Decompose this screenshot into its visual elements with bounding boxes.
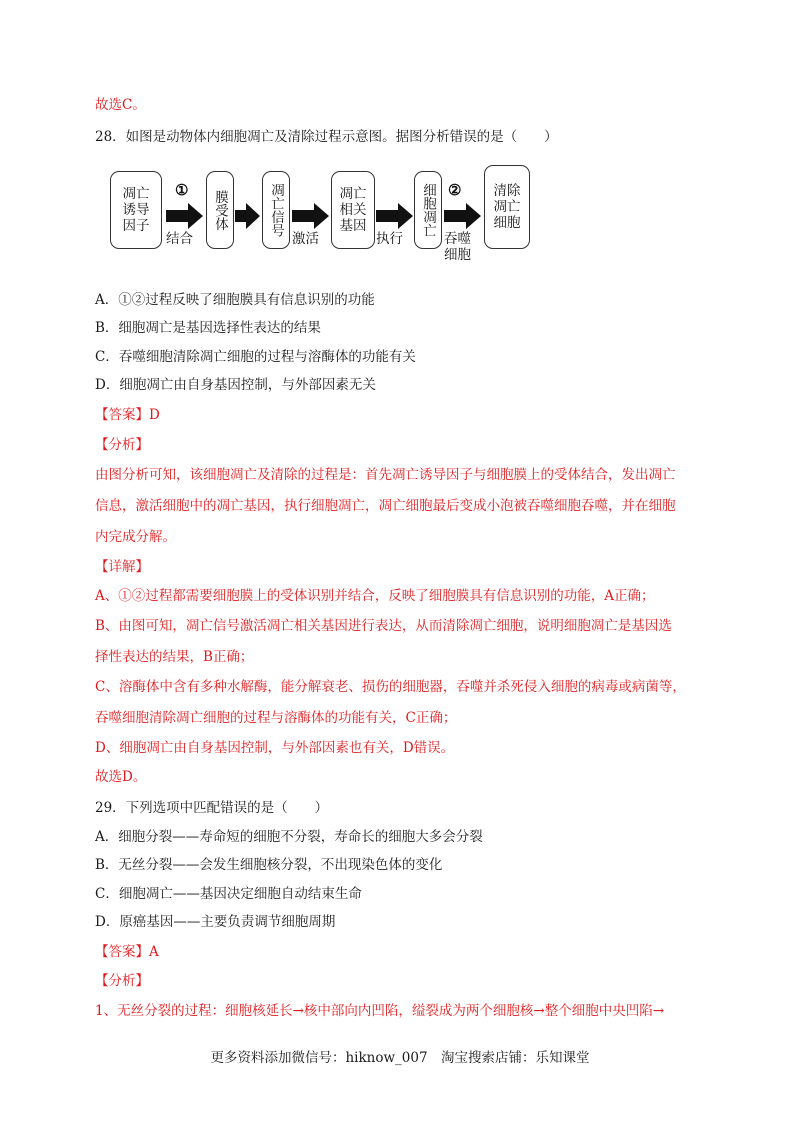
q28-detail-line-6: D、细胞凋亡由自身基因控制，与外部因素也有关，D错误。 <box>95 740 455 756</box>
apoptosis-diagram <box>108 163 538 273</box>
q28-question: 28．如图是动物体内细胞凋亡及清除过程示意图。据图分析错误的是（ ） <box>95 129 558 145</box>
q28-option-b: B．细胞凋亡是基因选择性表达的结果 <box>95 320 321 336</box>
q28-analysis-line-3: 内完成分解。 <box>95 529 176 545</box>
q28-detail-line-7: 故选D。 <box>95 769 147 785</box>
previous-conclusion: 故选C。 <box>95 97 146 113</box>
q29-question: 29．下列选项中匹配错误的是（ ） <box>95 800 329 816</box>
box-apoptosis-signal: 凋亡信号 <box>262 171 290 249</box>
arrow-label-phagocyte: 吞噬 细胞 <box>444 231 471 263</box>
arrow-label-bind: 结合 <box>166 231 193 247</box>
q29-answer: 【答案】A <box>95 944 159 960</box>
q28-detail-line-3: 择性表达的结果，B正确； <box>95 649 254 665</box>
box-clear-apoptotic-cells: 清除 凋亡 细胞 <box>484 165 530 249</box>
box-apoptosis-genes: 凋亡 相关 基因 <box>331 171 375 249</box>
q28-option-d: D．细胞凋亡由自身基因控制，与外部因素无关 <box>95 377 376 393</box>
box-membrane-receptor: 膜受体 <box>206 171 234 249</box>
arrow-4-icon <box>376 203 414 229</box>
circled-1: ① <box>175 181 189 199</box>
q29-option-c: C．细胞凋亡——基因决定细胞自动结束生命 <box>95 886 362 902</box>
q28-detail-line-1: A、①②过程都需要细胞膜上的受体识别并结合，反映了细胞膜具有信息识别的功能，A正确； <box>95 588 655 604</box>
page-footer: 更多资料添加微信号：hiknow_007 淘宝搜索店铺：乐知课堂 <box>210 1050 590 1066</box>
q28-detail-line-5: 吞噬细胞清除凋亡细胞的过程与溶酶体的功能有关，C正确； <box>95 710 457 726</box>
q29-option-d: D．原癌基因——主要负责调节细胞周期 <box>95 914 336 930</box>
q29-analysis-line-1: 1、无丝分裂的过程：细胞核延长→核中部向内凹陷，缢裂成为两个细胞核→整个细胞中央凹陷→ <box>95 1003 665 1019</box>
q28-analysis-line-1: 由图分析可知，该细胞凋亡及清除的过程是：首先凋亡诱导因子与细胞膜上的受体结合，发出凋亡 <box>95 467 676 483</box>
q28-analysis-tag: 【分析】 <box>95 437 149 453</box>
q28-detail-tag: 【详解】 <box>95 559 149 575</box>
q28-answer: 【答案】D <box>95 407 160 423</box>
arrow-2-icon <box>235 203 261 229</box>
q29-analysis-tag: 【分析】 <box>95 973 149 989</box>
box-apoptosis-inducer: 凋亡 诱导 因子 <box>110 171 162 249</box>
circled-2: ② <box>448 181 462 199</box>
arrow-1-icon <box>166 203 204 229</box>
q29-option-a: A．细胞分裂——寿命短的细胞不分裂，寿命长的细胞大多会分裂 <box>95 829 483 845</box>
arrow-label-execute: 执行 <box>376 231 403 247</box>
q28-option-a: A．①②过程反映了细胞膜具有信息识别的功能 <box>95 292 375 308</box>
q29-option-b: B．无丝分裂——会发生细胞核分裂，不出现染色体的变化 <box>95 857 443 873</box>
q28-analysis-line-2: 信息，激活细胞中的凋亡基因，执行细胞凋亡，凋亡细胞最后变成小泡被吞噬细胞吞噬，并在细胞 <box>95 498 676 514</box>
box-cell-apoptosis: 细胞凋亡 <box>414 171 442 249</box>
q28-detail-line-4: C、溶酶体中含有多种水解酶，能分解衰老、损伤的细胞器，吞噬并杀死侵入细胞的病毒或病菌等， <box>95 679 686 695</box>
arrow-5-icon <box>444 203 482 229</box>
arrow-3-icon <box>292 203 330 229</box>
q28-detail-line-2: B、由图可知，凋亡信号激活凋亡相关基因进行表达，从而清除凋亡细胞，说明细胞凋亡是基因选 <box>95 618 672 634</box>
q28-option-c: C．吞噬细胞清除凋亡细胞的过程与溶酶体的功能有关 <box>95 349 416 365</box>
arrow-label-activate: 激活 <box>292 231 319 247</box>
